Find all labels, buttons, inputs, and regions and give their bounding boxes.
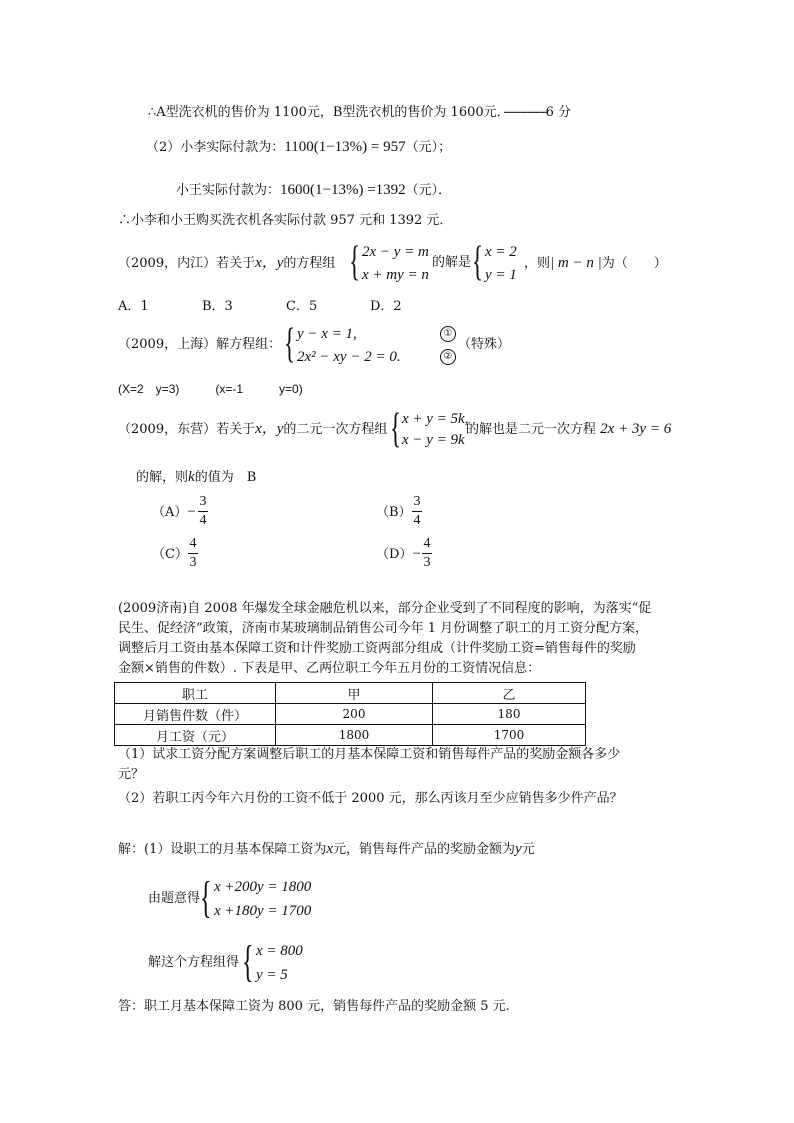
fraction: 4 3 [423, 536, 431, 570]
q-dongying-stem-d: 的解也是二元一次方程 2x + 3y = 6 [466, 421, 672, 437]
option-b: B．3 [202, 299, 233, 314]
fraction: 3 4 [199, 494, 207, 528]
marker-circled-2: ② [440, 347, 456, 365]
table-cell: 月销售件数（件） [115, 704, 276, 725]
answer-line-1: ∴A型洗衣机的售价为 1100元，B型洗衣机的售价为 1600元．····································6 分 [148, 105, 571, 120]
solution-y: y = 5 [256, 967, 288, 983]
brace-left: { [284, 321, 296, 367]
option-d: D．2 [370, 299, 402, 314]
wage-table [114, 682, 586, 746]
table-cell: 1700 [433, 725, 586, 746]
q-neijiang-stem-d: 的解是 [432, 255, 472, 270]
brace-left: { [349, 239, 361, 285]
q-neijiang-stem-e: ，则| m − n |为（ ） [524, 255, 667, 271]
table-cell: 1800 [276, 725, 433, 746]
table-cell: 200 [276, 704, 433, 725]
brace-left: { [472, 239, 484, 285]
brace-left: { [200, 873, 212, 922]
table-header-row [115, 683, 586, 704]
answer-line-4: ∴小李和小王购买洗衣机各实际付款 957 元和 1392 元． [118, 213, 453, 228]
q-jinan-para-2: 民生、促经济”政策，济南市某玻璃制品销售公司今年 1 月份调整了职工的月工资分配方案， [118, 621, 649, 636]
q-jinan-para-1: (2009济南)自 2008 年爆发全球金融危机以来，部分企业受到了不同程度的影响，为落实“促 [118, 601, 652, 616]
fraction: 3 4 [413, 494, 421, 528]
option-d: （D）− [376, 546, 421, 562]
q-jinan-para-3: 调整后月工资由基本保障工资和计件奖励工资两部分组成（计件奖励工资=销售每件的奖励 [118, 641, 636, 656]
solution-setup: 由题意得 [148, 891, 201, 906]
option-a: A．1 [118, 299, 149, 314]
equation-1: x +200y = 1800 [214, 879, 312, 895]
option-c: C．5 [286, 299, 318, 314]
marker-circled-1: ① [440, 324, 456, 342]
solution-solve: 解这个方程组得 [148, 955, 240, 970]
equation-2: x − y = 9k [402, 432, 465, 448]
equation-2: x +180y = 1700 [214, 903, 312, 919]
table-header-cell: 甲 [276, 683, 433, 704]
q-shanghai-stem: （2009，上海）解方程组： [118, 337, 282, 352]
equation-1: y − x = 1, [297, 326, 357, 342]
fraction: 4 3 [189, 536, 197, 570]
answer-line-3: 小王实际付款为：1600(1−13%) =1392（元）． [176, 182, 452, 198]
q-jinan-q1-a: （1）试求工资分配方案调整后职工的月基本保障工资和销售每件产品的奖励金额各多少 [118, 747, 621, 762]
solution-line-1: 解：(1）设职工的月基本保障工资为x元，销售每件产品的奖励金额为y元 [118, 841, 535, 857]
q-neijiang-stem-a: （2009，内江）若关于x，y的方程组 [118, 255, 336, 271]
table-header-cell: 乙 [433, 683, 586, 704]
dot-leader: ···································· [503, 108, 546, 119]
table-cell: 月工资（元） [115, 725, 276, 746]
q-shanghai-answer: (X=2 y=3) (x=-1 y=0) [118, 382, 303, 396]
table-cell: 180 [433, 704, 586, 725]
q-jinan-para-4: 金额×销售的件数）. 下表是甲、乙两位职工今年五月份的工资情况信息： [118, 661, 541, 676]
equation-1: 2x − y = m [362, 244, 429, 260]
option-b: （B） [376, 505, 412, 520]
q-jinan-q2: （2）若职工丙今年六月份的工资不低于 2000 元，那么丙该月至少应销售多少件产品？ [118, 791, 623, 806]
brace-left: { [242, 937, 254, 986]
table-row [115, 704, 586, 725]
q-dongying-line-2: 的解，则k的值为 B [136, 469, 257, 485]
solution-y: y = 1 [485, 267, 517, 283]
answer-line-2: （2）小李实际付款为：1100(1−13%) = 957（元）； [146, 139, 452, 155]
q-dongying-stem: （2009，东营）若关于x，y的二元一次方程组 [118, 421, 388, 437]
option-c: （C） [152, 547, 188, 562]
equation-2: x + my = n [362, 267, 429, 283]
brace-left: { [390, 406, 402, 452]
q-jinan-q1-b: 元？ [118, 767, 145, 782]
solution-answer: 答：职工月基本保障工资为 800 元，销售每件产品的奖励金额 5 元. [118, 999, 510, 1014]
option-a: （A）− [152, 504, 196, 520]
solution-x: x = 2 [485, 244, 517, 260]
table-row [115, 725, 586, 746]
note-special: （特殊） [458, 337, 511, 352]
equation-2: 2x² − xy − 2 = 0. [297, 349, 401, 365]
table-header-cell: 职工 [115, 683, 276, 704]
solution-x: x = 800 [256, 943, 303, 959]
equation-1: x + y = 5k, [402, 411, 469, 427]
